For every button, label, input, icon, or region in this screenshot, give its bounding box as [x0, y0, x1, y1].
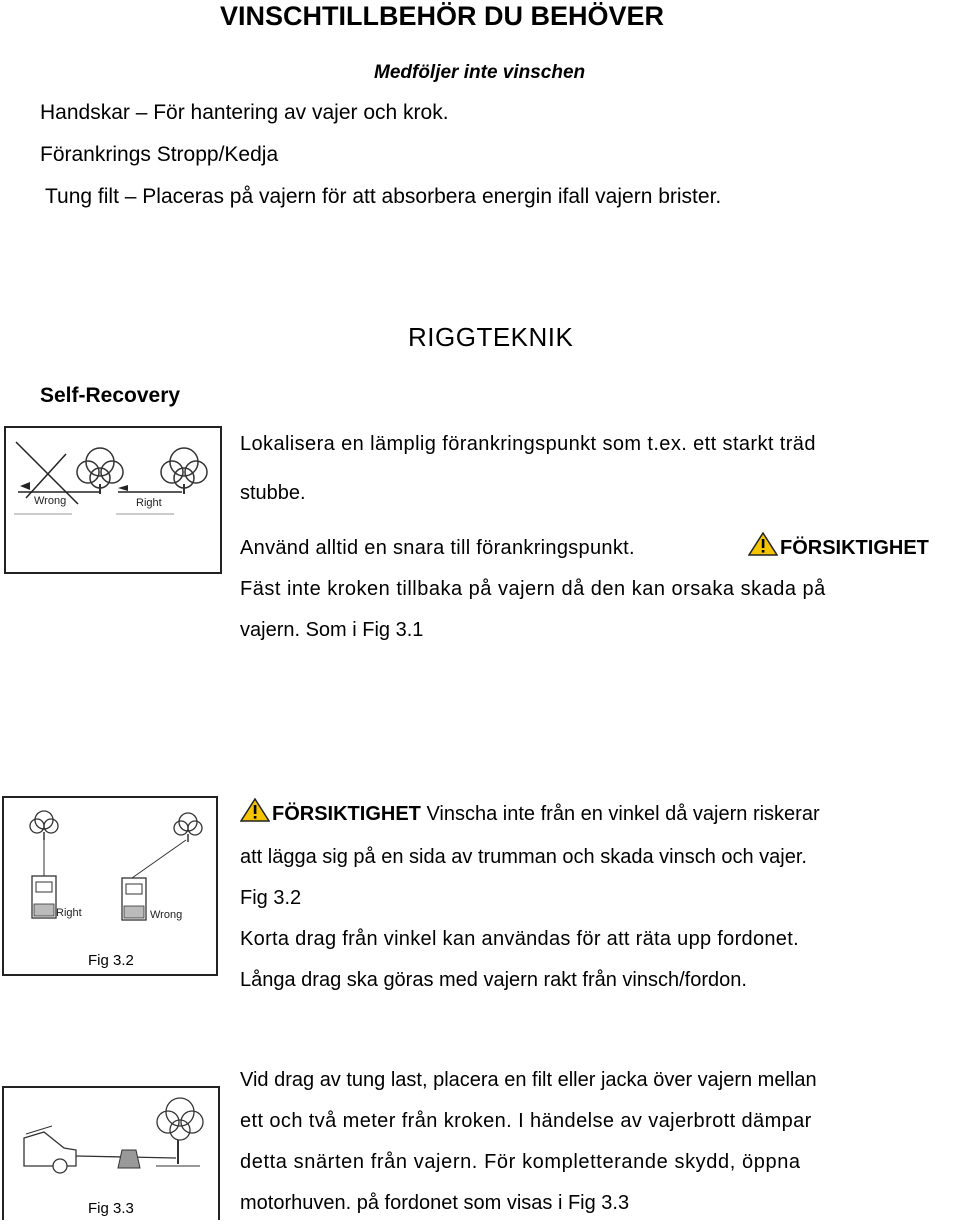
blanket-illustration — [4, 1088, 218, 1206]
text-line: Använd alltid en snara till förankringspunkt. — [240, 537, 635, 559]
item-anchor-strap: Förankrings Stropp/Kedja — [40, 143, 279, 166]
text-line: stubbe. — [240, 482, 306, 504]
figure-caption: Fig 3.3 — [88, 1200, 134, 1217]
text-line: detta snärten från vajern. För kompletterande skydd, öppna — [240, 1151, 801, 1173]
winch-angle-illustration — [4, 798, 216, 948]
text-line: Korta drag från vinkel kan användas för att räta upp fordonet. — [240, 928, 799, 950]
text-line: vajern. Som i Fig 3.1 — [240, 619, 424, 641]
text-line: Vinscha inte från en vinkel då vajern riskerar — [420, 803, 820, 825]
text-line-with-warning — [240, 794, 956, 837]
text-line: motorhuven. på fordonet som visas i Fig 3.3 — [240, 1192, 630, 1214]
anchor-tree-illustration — [6, 428, 220, 572]
warning-label: FÖRSIKTIGHET — [272, 803, 421, 825]
figure-caption: Fig 3.2 — [88, 952, 134, 969]
page-title: VINSCHTILLBEHÖR DU BEHÖVER — [220, 1, 665, 31]
warning-triangle-icon — [748, 530, 778, 571]
text-line: Lokalisera en lämplig förankringspunkt som t.ex. ett starkt träd — [240, 433, 816, 455]
blanket-text — [240, 1060, 956, 1224]
text-line: Fäst inte kroken tillbaka på vajern då den kan orsaka skada på — [240, 578, 826, 600]
text-line-with-warning — [240, 528, 956, 569]
item-heavy-blanket: Tung filt – Placeras på vajern för att absorbera energin ifall vajern brister. — [45, 185, 722, 208]
self-recovery-text — [240, 424, 956, 651]
text-line: Vid drag av tung last, placera en filt eller jacka över vajern mellan — [240, 1069, 817, 1091]
wrong-label: Wrong — [150, 909, 183, 921]
right-label: Right — [56, 907, 82, 919]
text-line: ett och två meter från kroken. I händelse av vajerbrott dämpar — [240, 1110, 812, 1132]
text-line: Långa drag ska göras med vajern rakt från vinsch/fordon. — [240, 969, 747, 991]
not-included-note: Medföljer inte vinschen — [374, 62, 586, 83]
warning-label: FÖRSIKTIGHET — [780, 537, 929, 559]
warning-triangle-icon — [240, 796, 270, 837]
item-gloves: Handskar – För hantering av vajer och krok. — [40, 101, 449, 124]
text-line: Fig 3.2 — [240, 887, 302, 909]
wrong-label: Wrong — [34, 495, 67, 507]
right-label: Right — [136, 497, 162, 509]
winch-angle-text — [240, 794, 956, 1001]
subsection-title: Self-Recovery — [40, 384, 181, 407]
text-line: att lägga sig på en sida av trumman och skada vinsch och vajer. — [240, 846, 807, 868]
figure-blanket-on-cable — [2, 1086, 220, 1220]
section-title: RIGGTEKNIK — [408, 322, 574, 352]
figure-anchor-tree — [4, 426, 222, 574]
figure-winch-angle — [2, 796, 218, 976]
